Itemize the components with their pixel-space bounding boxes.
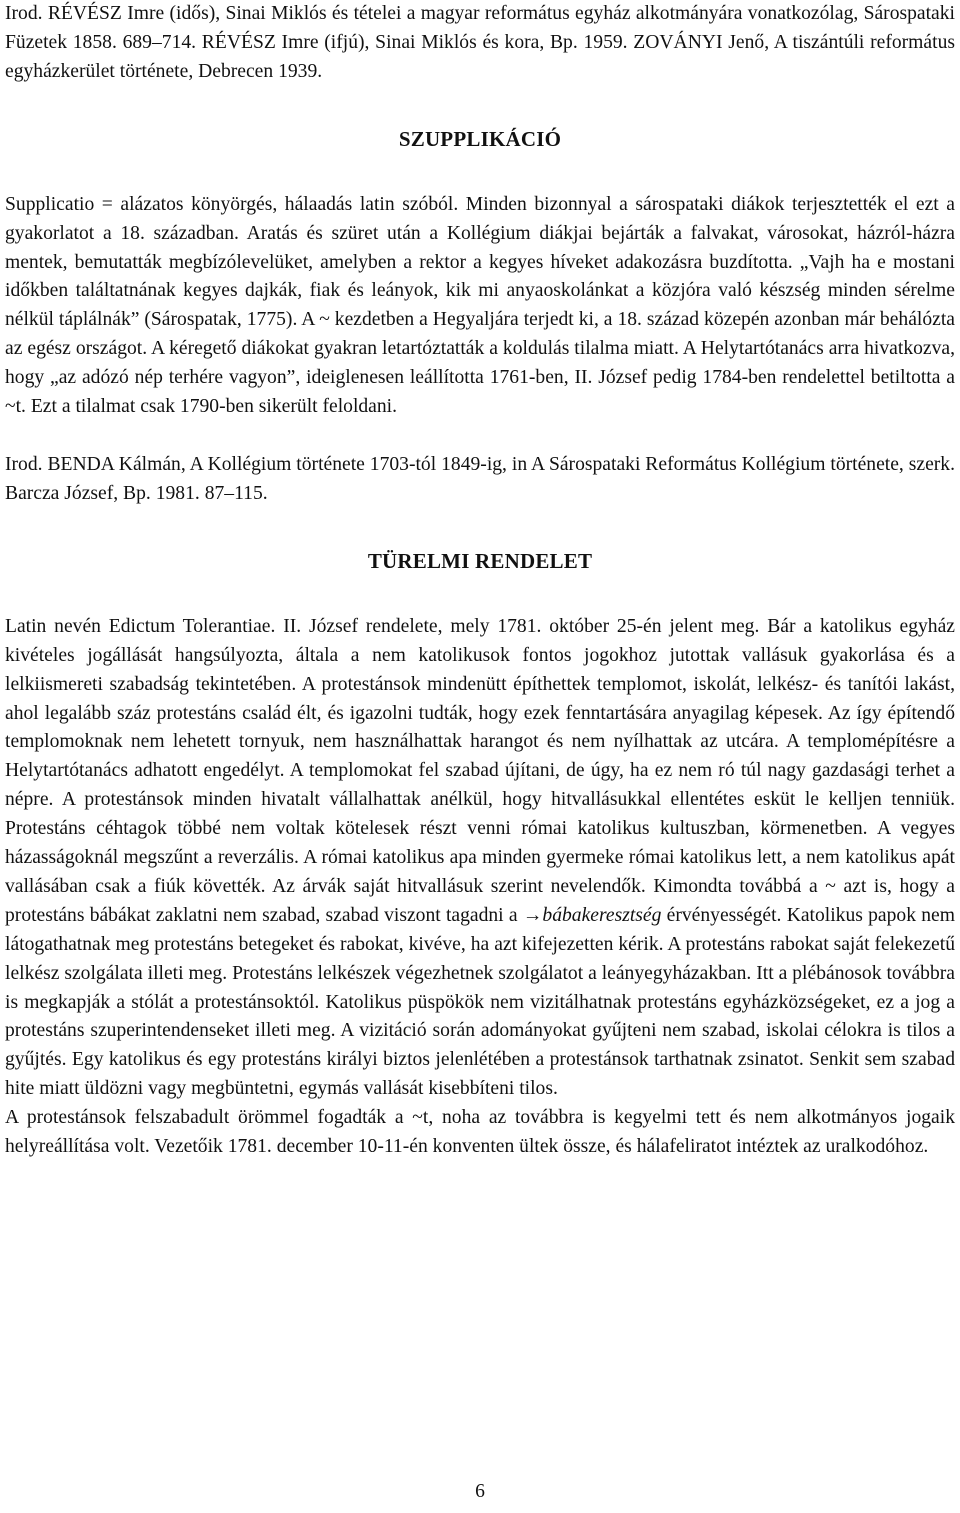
turelmi-body [5,613,955,1104]
turelmi-closing: A protestánsok felszabadult örömmel fogadták a ~t, noha az továbbra is kegyelmi tett és nem alkotmányos jogaik helyreállítása volt. Vezetőik 1781. december 10-11-én konventen ültek össze, és hálafeliratot intéztek az uralkodóhoz. [5,1107,955,1158]
spacer [5,509,955,547]
szupplikacio-body: Supplicatio = alázatos könyörgés, hálaadás latin szóból. Minden bizonnyal a sárospataki diákok terjesztették el ezt a gyakorlatot a 18. században. Aratás és szüret után a Kollégium diákjai bejárták a falvakat, városokat, házról-házra mentek, bemutatták megbízólevelüket, amelyben a rektor a kegyes híveket adakozásra buzdította. „Vajh ha e mostani időkben találtatnának kegyes dajkák, fiak és leányok, kik mi anyaoskolánkat a közjóra való készség minden sérelme nélkül táplálnák” (Sárospatak, 1775). A ~ kezdetben a Hegyaljára terjedt ki, a 18. század közepén azonban már behálózta az egész országot. A kéregető diákokat gyakran letartóztatták a koldulás tilalma miatt. A Helytartótanács arra hivatkozva, hogy „az adózó nép terhére vagyon”, ideiglenesen leállította 1761-ben, II. József pedig 1784-ben rendelettel betiltotta a ~t. Ezt a tilalmat csak 1790-ben sikerült feloldani. [5,193,955,418]
spacer [5,87,955,125]
szupplikacio-references: Irod. BENDA Kálmán, A Kollégium története 1703-tól 1849-ig, in A Sárospataki Református Kollégium története, szerk. Barcza József, Bp. 1981. 87–115. [5,453,955,504]
document-page [5,0,955,1162]
section-title-turelmi-rendelet: TÜRELMI RENDELET [367,548,593,573]
turelmi-body-part2: érvényességét. Katolikus papok nem látogathatnak meg protestáns betegeket és rabokat, kivéve, ha azt kifejezetten kérik. A protestáns rabokat saját felekezetű lelkész szolgálata illeti meg. Protestáns lelkészek végezhetnek szolgálatot a leányegyházakban. Itt a plébánosok továbbra is megkapják a stólát a protestánsoktól. Katolikus püspökök nem vizitálhatnak protestáns egyházközségeket, ez a jog a protestáns szuperintendenseket illeti meg. A vizitáció során adományokat gyűjteni nem szabad, iskolai célokra is tilos a gyűjtés. Egy katolikus és egy protestáns királyi biztos jelenlétében a protestánsok tarthatnak zsinatot. Senkit sem szabad hite miatt üldözni vagy megbüntetni, egymás vallását kisebbíteni tilos. [5,904,955,1100]
section-title-szupplikacio: SZUPPLIKÁCIÓ [398,126,562,151]
page-number: 6 [475,1481,485,1502]
cross-reference-arrow-icon: → [522,904,543,926]
intro-references: Irod. RÉVÉSZ Imre (idős), Sinai Miklós és tételei a magyar református egyház alkotmányára vonatkozólag, Sárospataki Füzetek 1858. 689–714. RÉVÉSZ Imre (ifjú), Sinai Miklós és kora, Bp. 1959. ZOVÁNYI Jenő, A tiszántúli református egyházkerület története, Debrecen 1939. [5,3,955,82]
spacer [5,153,955,191]
turelmi-body-part1: Latin nevén Edictum Tolerantiae. II. József rendelete, mely 1781. október 25-én jelent meg. Bár a katolikus egyház kivételes jogállását hangsúlyozta, általa a nem katolikusok fontos jogokhoz jutottak vallásuk gyakorlása és a lelkiismereti szabadság tekintetében. A protestánsok mindenütt építhettek templomot, iskolát, lelkész- és tanítói lakást, ahol legalább száz protestáns család élt, és igazolni tudták, hogy ezek fenntartására anyagilag képesek. Az így építendő templomoknak nem lehetett tornyuk, nem használhattak harangot és nem nyílhattak az utcára. A templomépítésre a Helytartótanács adhatott engedélyt. A templomokat fel szabad újítani, de úgy, ha ez nem ró túl nagy gazdasági terhet a népre. A protestánsok minden hivatalt vállalhattak anélkül, hogy hitvallásukkal ellentétes esküt le kelljen tenniük. Protestáns céhtagok többé nem voltak kötelesek részt venni római katolikus kultuszban, körmenetben. A vegyes házasságoknál megszűnt a reverzális. A római katolikus apa minden gyermeke római katolikus lett, a nem katolikus apát vallásában csak a fiúk követték. Az árvák saját hitvallásuk szerint nevelendők. Kimondta továbbá a ~ azt is, hogy a protestáns bábákat zaklatni nem szabad, szabad viszont tagadni a [5,615,955,926]
spacer [5,575,955,613]
cross-reference-term[interactable]: bábakeresztség [542,904,662,926]
spacer [5,422,955,451]
